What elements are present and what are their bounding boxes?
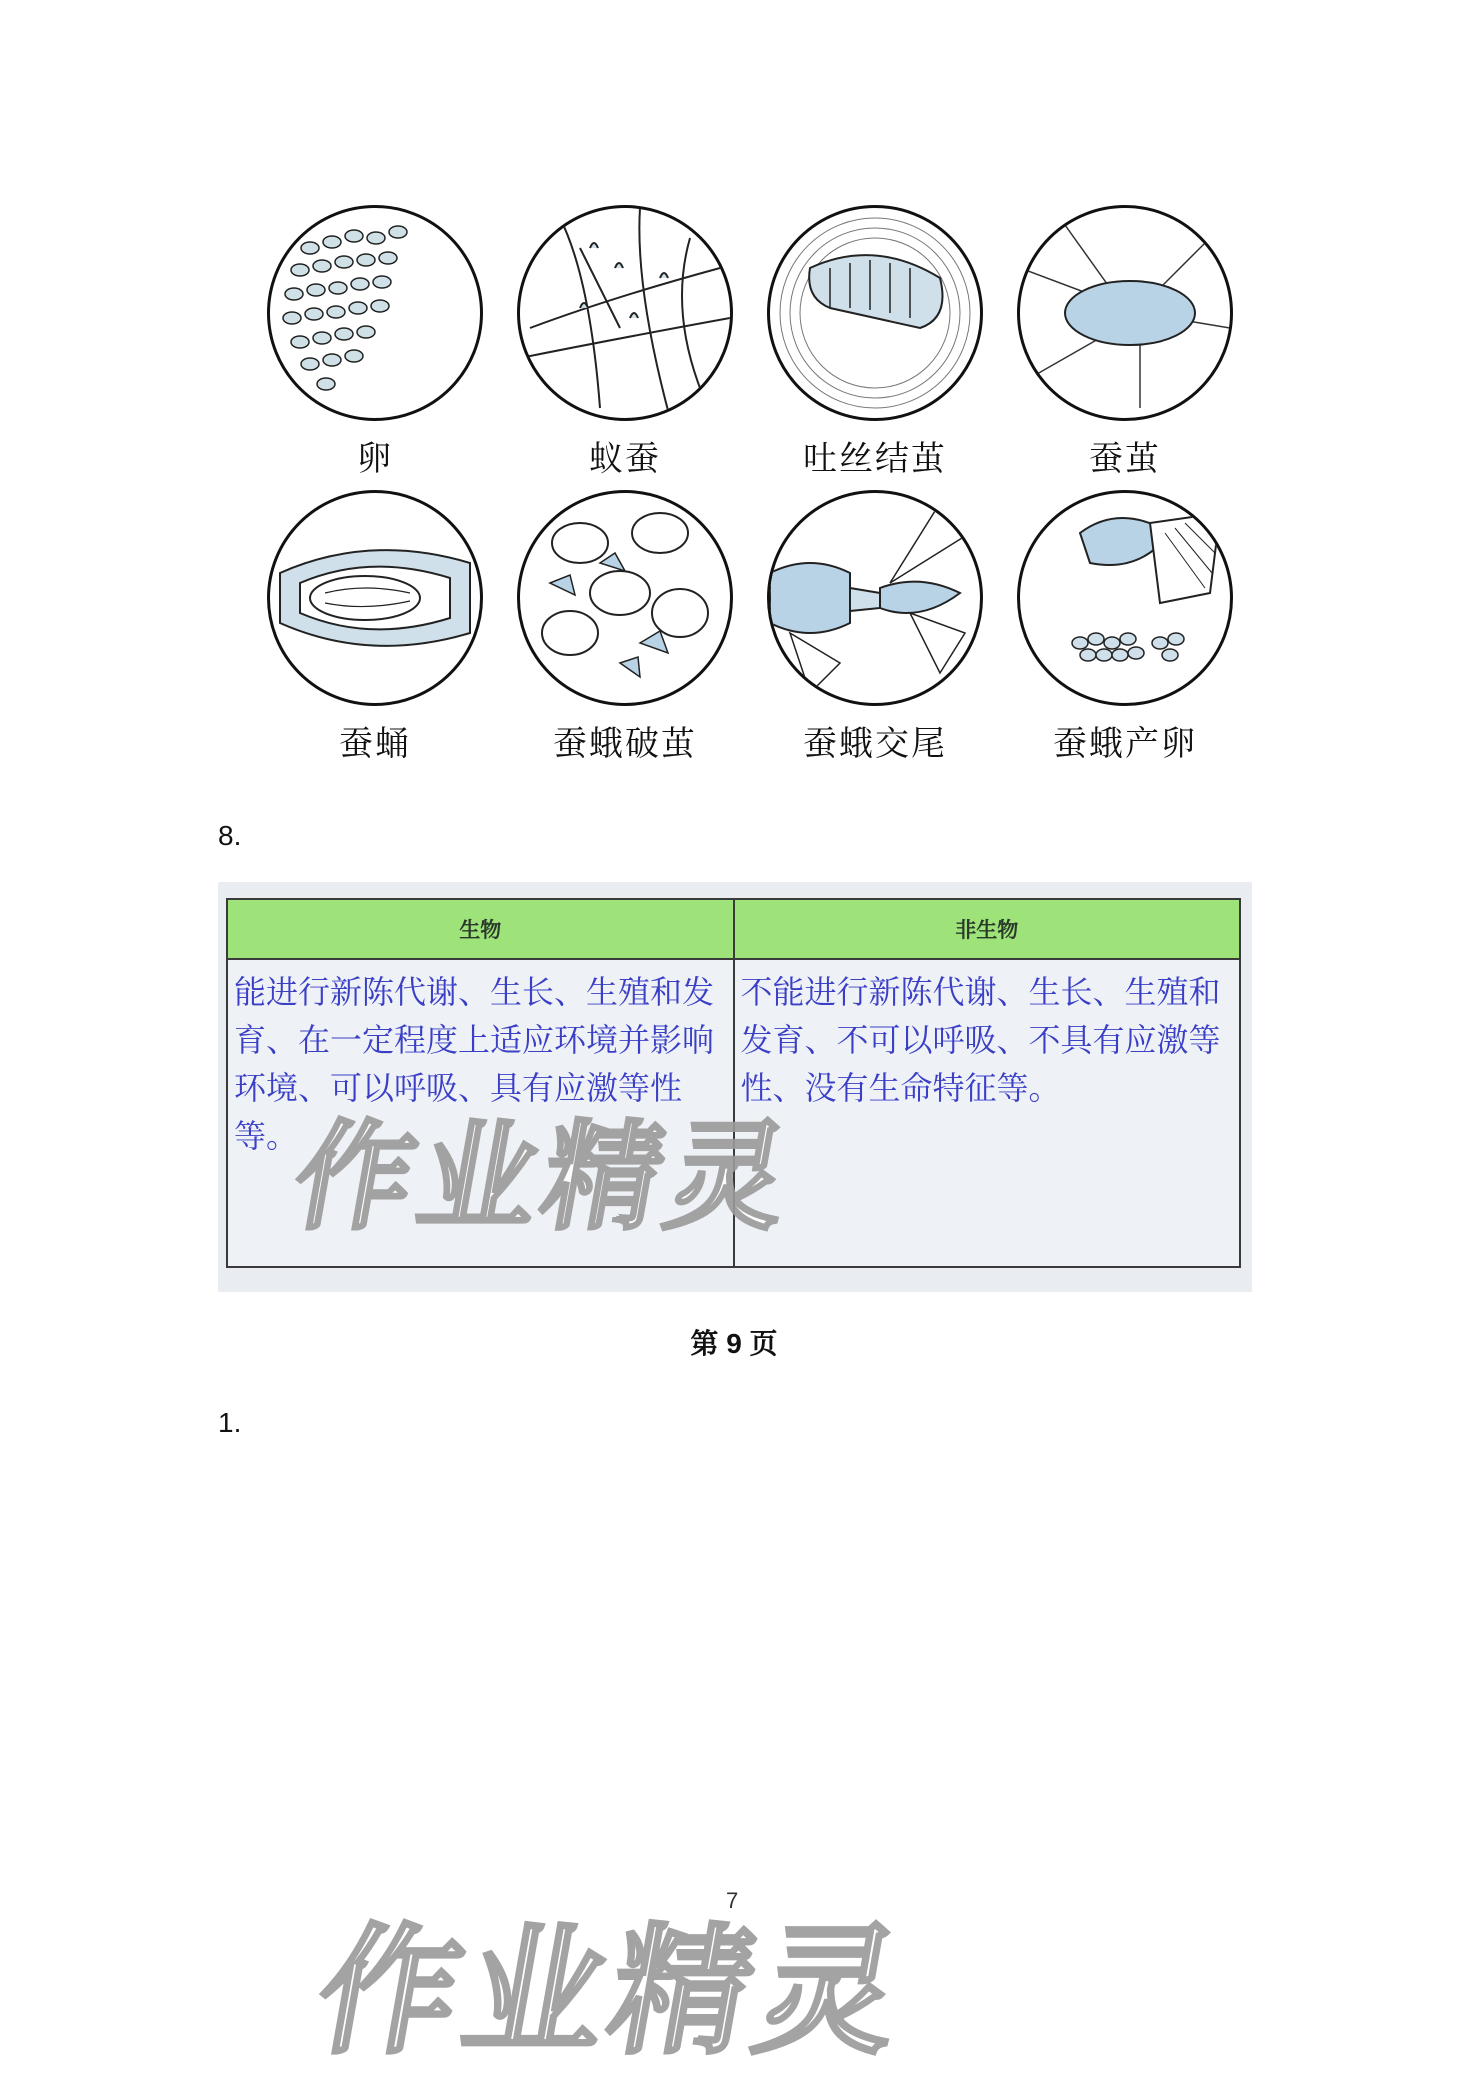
stage-caption: 卵 [357,439,393,479]
cocoon-icon [1020,208,1230,418]
pupa-icon [270,493,480,703]
stage-caption: 蚕蛹 [339,724,411,764]
stage-cocoon [1010,205,1240,480]
egg-cluster-icon [270,208,480,418]
stage-caption: 蚕蛾破茧 [553,724,697,764]
stage-moth-laying-eggs [1010,490,1240,765]
watermark-bottom: 作业精灵 [305,1911,919,2074]
stage-spinning-cocoon [760,205,990,480]
watermark: 作业精灵 [284,1108,805,1246]
stage-caption: 蚕蛾产卵 [1053,724,1197,764]
stage-egg [260,205,490,480]
moth-laying-eggs-icon [1020,493,1230,703]
spinning-cocoon-icon [770,208,980,418]
question-number-1: 1. [218,1407,242,1438]
cell-nonliving: 不能进行新陈代谢、生长、生殖和发育、不可以呼吸、不具有应激等性、没有生命特征等。 [734,959,1241,1267]
stage-pupa [260,490,490,765]
header-nonliving: 非生物 [734,899,1241,959]
header-living: 生物 [227,899,734,959]
stage-caption: 蚕蛾交尾 [803,724,947,764]
stage-caption: 蚁蚕 [589,439,661,479]
stage-moth-mating [760,490,990,765]
stage-caption: 蚕茧 [1089,439,1161,479]
moth-mating-icon [770,493,980,703]
moth-emerging-icon [520,493,730,703]
question-number-8: 8. [218,820,242,851]
stage-moth-emerging [510,490,740,765]
stage-ant-silkworm [510,205,740,480]
stage-caption: 吐丝结茧 [803,439,947,479]
page-heading: 第 9 页 [690,1328,778,1359]
silkworm-life-cycle-diagram [260,205,1240,775]
page-number: 7 [726,1888,739,1913]
cell-living: 能进行新陈代谢、生长、生殖和发育、在一定程度上适应环境并影响环境、可以呼吸、具有应激等性等。 [227,959,734,1267]
answer-table-photo [218,882,1252,1292]
ant-silkworm-icon [520,208,730,418]
